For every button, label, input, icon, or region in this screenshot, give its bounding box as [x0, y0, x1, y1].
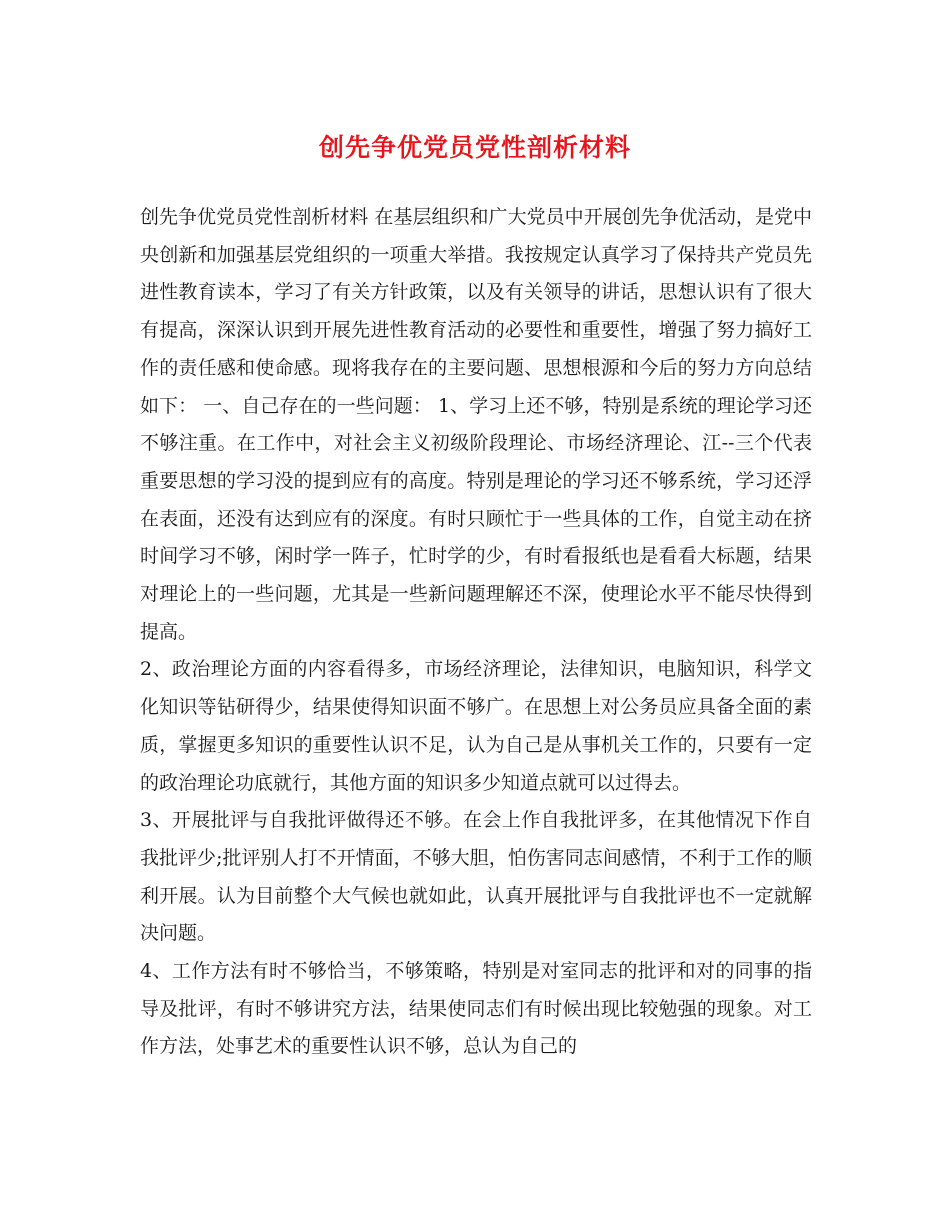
document-title: 创先争优党员党性剖析材料 [318, 133, 631, 162]
paragraph-4: 4、工作方法有时不够恰当，不够策略，特别是对室同志的批评和对的同事的指导及批评，有时不够讲究方法，结果使同志们有时候出现比较勉强的现象。对工作方法，处事艺术的重要性认识不够，总认为自己的 [140, 960, 812, 1058]
paragraph-3: 3、开展批评与自我批评做得还不够。在会上作自我批评多，在其他情况下作自我批评少;批评别人打不开情面，不够大胆，怕伤害同志间感情，不利于工作的顺利开展。认为目前整个大气候也就如此，认真开展批评与自我批评也不一定就解决问题。 [140, 809, 812, 945]
document-body [140, 199, 812, 1066]
paragraph-1: 创先争优党员党性剖析材料 在基层组织和广大党员中开展创先争优活动，是党中央创新和加强基层党组织的一项重大举措。我按规定认真学习了保持共产党员先进性教育读本，学习了有关方针政策，以及有关领导的讲话，思想认识有了很大有提高，深深认识到开展先进性教育活动的必要性和重要性，增强了努力搞好工作的责任感和使命感。现将我存在的主要问题、思想根源和今后的努力方向总结如下： 一、自己存在的一些问题： 1、学习上还不够，特别是系统的理论学习还不够注重。在工作中，对社会主义初级阶段理论、市场经济理论、江--三个代表重要思想的学习没的提到应有的高度。特别是理论的学习还不够系统，学习还浮在表面，还没有达到应有的深度。有时只顾忙于一些具体的工作，自觉主动在挤时间学习不够，闲时学一阵子，忙时学的少，有时看报纸也是看看大标题，结果对理论上的一些问题，尤其是一些新问题理解还不深，使理论水平不能尽快得到提高。 [140, 206, 812, 643]
paragraph-2: 2、政治理论方面的内容看得多，市场经济理论，法律知识，电脑知识，科学文化知识等钻研得少，结果使得知识面不够广。在思想上对公务员应具备全面的素质，掌握更多知识的重要性认识不足，认为自己是从事机关工作的，只要有一定的政治理论功底就行，其他方面的知识多少知道点就可以过得去。 [140, 658, 812, 794]
